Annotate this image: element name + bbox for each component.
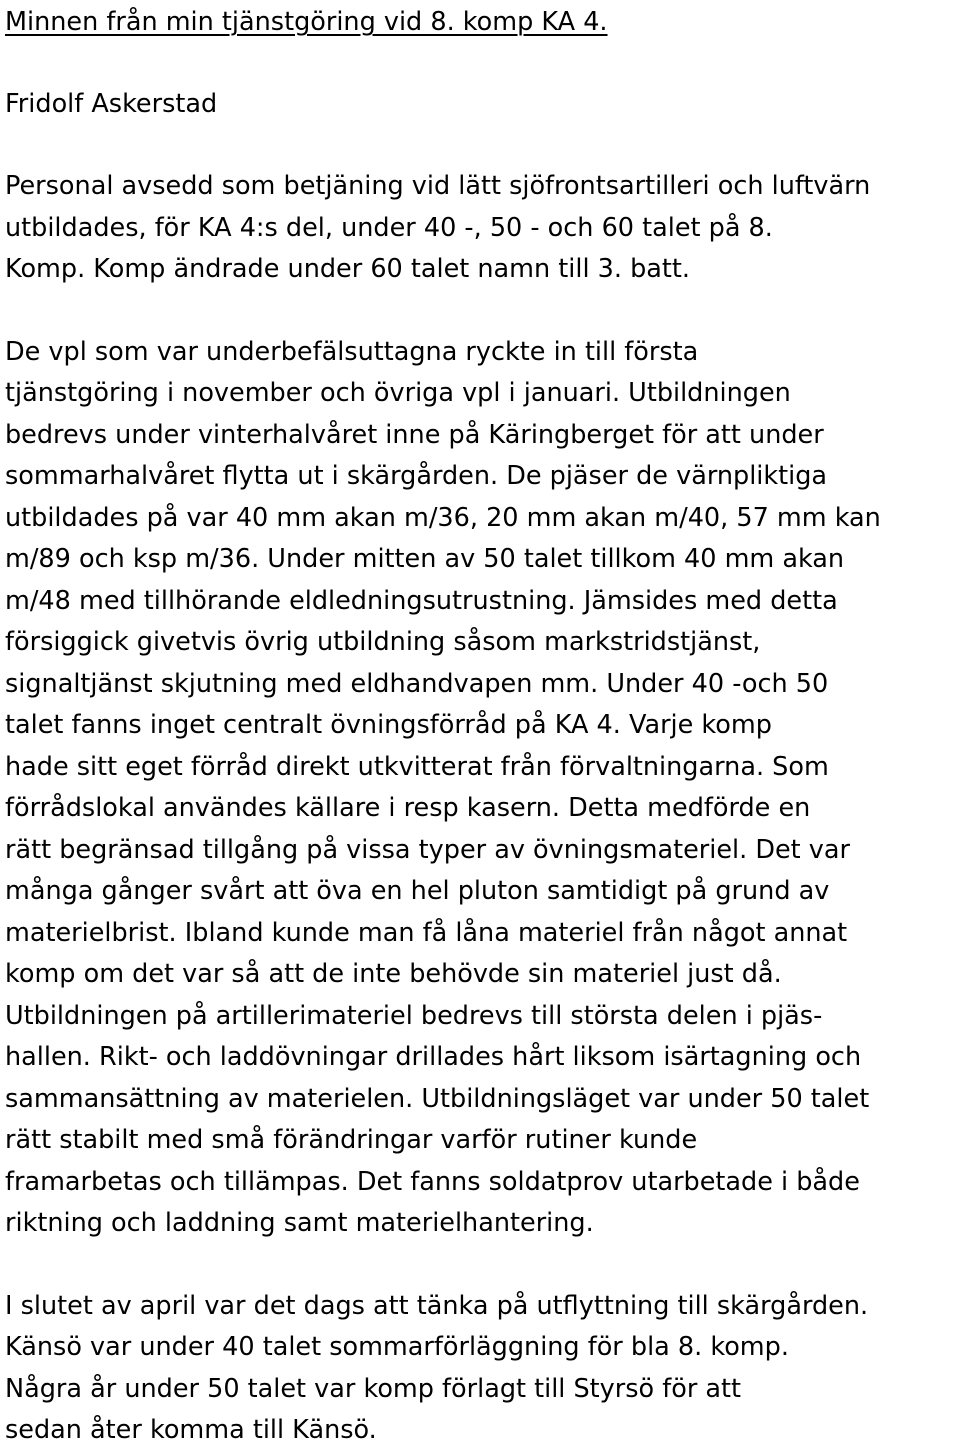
text-line: rätt stabilt med små förändringar varför rutiner kunde bbox=[5, 1125, 698, 1155]
text-line: tjänstgöring i november och övriga vpl i januari. Utbildningen bbox=[5, 378, 791, 408]
text-line: riktning och laddning samt materielhantering. bbox=[5, 1208, 594, 1238]
paragraph-training bbox=[5, 332, 955, 1245]
text-line: talet fanns inget centralt övningsförråd på KA 4. Varje komp bbox=[5, 710, 772, 740]
text-line: många gånger svårt att öva en hel pluton samtidigt på grund av bbox=[5, 876, 830, 906]
author-name: Fridolf Askerstad bbox=[5, 89, 218, 119]
text-line: bedrevs under vinterhalvåret inne på Käringberget för att under bbox=[5, 419, 824, 450]
text-line: rätt begränsad tillgång på vissa typer av övningsmateriel. Det var bbox=[5, 834, 850, 865]
text-line: framarbetas och tillämpas. Det fanns soldatprov utarbetade i både bbox=[5, 1166, 860, 1197]
text-line: Komp. Komp ändrade under 60 talet namn till 3. batt. bbox=[5, 254, 690, 284]
text-line: Utbildningen på artillerimateriel bedrevs till största delen i pjäs- bbox=[5, 1000, 823, 1031]
document-title: Minnen från min tjänstgöring vid 8. komp KA 4. bbox=[5, 7, 608, 37]
text-line: signaltjänst skjutning med eldhandvapen mm. Under 40 -och 50 bbox=[5, 668, 829, 699]
paragraph-relocation bbox=[5, 1286, 955, 1452]
text-line: försiggick givetvis övrig utbildning såsom markstridstjänst, bbox=[5, 627, 761, 657]
text-line: I slutet av april var det dags att tänka på utflyttning till skärgården. bbox=[5, 1290, 869, 1321]
text-line: m/89 och ksp m/36. Under mitten av 50 talet tillkom 40 mm akan bbox=[5, 544, 845, 574]
document-page bbox=[5, 0, 955, 1452]
text-line: hade sitt eget förråd direkt utkvitterat från förvaltningarna. Som bbox=[5, 751, 829, 782]
text-line: Några år under 50 talet var komp förlagt till Styrsö för att bbox=[5, 1373, 742, 1404]
text-line: Känsö var under 40 talet sommarförläggning för bla 8. komp. bbox=[5, 1332, 789, 1362]
text-line: sammansättning av materielen. Utbildningsläget var under 50 talet bbox=[5, 1083, 870, 1114]
text-line: sommarhalvåret flytta ut i skärgården. De pjäser de värnpliktiga bbox=[5, 461, 828, 491]
text-line: materielbrist. Ibland kunde man få låna materiel från något annat bbox=[5, 917, 848, 948]
text-line: De vpl som var underbefälsuttagna ryckte in till första bbox=[5, 336, 699, 367]
text-line: utbildades på var 40 mm akan m/36, 20 mm akan m/40, 57 mm kan bbox=[5, 502, 881, 533]
text-line: komp om det var så att de inte behövde sin materiel just då. bbox=[5, 959, 782, 989]
text-line: Personal avsedd som betjäning vid lätt sjöfrontsartilleri och luftvärn bbox=[5, 171, 871, 201]
text-line: sedan åter komma till Känsö. bbox=[5, 1415, 377, 1445]
text-line: hallen. Rikt- och laddövningar drillades hårt liksom isärtagning och bbox=[5, 1042, 862, 1072]
text-line: m/48 med tillhörande eldledningsutrustning. Jämsides med detta bbox=[5, 585, 838, 616]
paragraph-intro bbox=[5, 166, 955, 291]
text-line: utbildades, för KA 4:s del, under 40 -, 50 - och 60 talet på 8. bbox=[5, 212, 773, 243]
text-line: förrådslokal användes källare i resp kasern. Detta medförde en bbox=[5, 793, 811, 823]
